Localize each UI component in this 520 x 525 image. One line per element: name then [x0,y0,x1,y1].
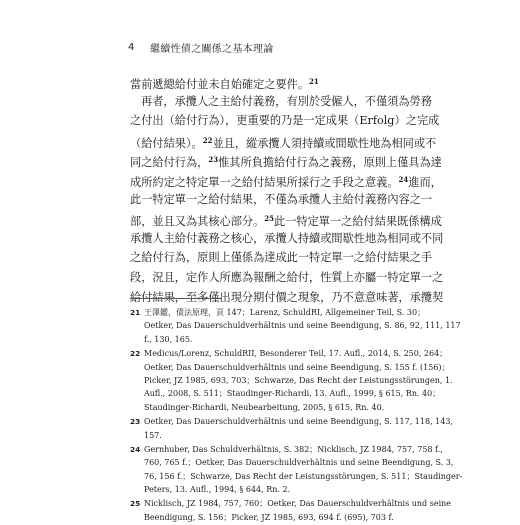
body-line [130,92,432,112]
footnote-line: 76, 156 f.；Schwarze, Das Recht der Leistungsstörungen, S. 511；Staudinger- [144,471,463,481]
body-line [130,268,444,288]
footnote-line: Oetker, Das Dauerschuldverhältnis und seine Beendigung, S. 155 f. (156)； [144,362,450,372]
footnote-line: Beendigung, S. 156；Picker, JZ 1985, 693, 694 f. (695), 703 f. [144,512,394,522]
footnote-line: 157. [144,430,162,440]
body-line-text: 給付結果，至多僅出現分期付價之現象，乃不意意味著，承攬契 [130,290,444,304]
footnote-line: Staudinger-Richardi, Neubearbeitung, 2005, § 615, Rn. 40. [144,402,385,412]
footnote-line: Picker, JZ 1985, 693, 703；Schwarze, Das Recht der Leistungsstörungen, 1. [144,375,453,385]
footnotes [130,306,463,525]
footnote-number: 25 [130,499,141,509]
footnote-line: Medicus/Lorenz, SchuldRII, Besonderer Teil, 17. Aufl., 2014, S. 250, 264； [144,349,448,359]
footnote-item [130,497,452,524]
body-line-text: 之付出（給付行為），更重要的乃是一定成果（Erfolg）之完成 [130,114,440,128]
footnote-item [130,443,463,497]
body-line [130,170,442,190]
footnote-text [144,497,451,524]
body-line [130,248,433,268]
running-header [128,38,428,56]
footnote-item [130,415,453,442]
body-line [130,111,440,131]
footnote-ref[interactable]: 23 [208,155,219,165]
footnote-text [144,415,453,442]
body-line-text: 部，並且又為其核心部分。 [130,215,265,229]
main-text [130,72,444,307]
footnote-number: 21 [130,308,141,317]
body-line-tail: 此一特定單一之給付結果既係構成 [274,215,442,229]
body-line-text: 段，況且，定作人所應為報酬之給付，性質上亦屬一特定單一之 [130,270,444,284]
footnote-number: 22 [130,349,141,359]
footnote-line: f., 130, 165. [144,334,193,344]
footnote-line: 760, 765 f.；Oetker, Das Dauerschuldverhältnis und seine Beendigung, S. 3, [144,458,454,468]
body-line [130,190,433,210]
body-line-text: 此一特定單一之給付結果，不僅為承攬人主給付義務內容之一 [130,192,433,206]
body-line-text: 承攬人主給付義務之核心，承攬人持續或間歇性地為相同或不同 [130,231,444,245]
footnote-item [130,347,453,414]
footnote-number: 23 [130,417,141,427]
body-line [130,72,392,92]
footnote-ref[interactable]: 21 [309,77,319,86]
body-line-text: 之給付行為，原則上僅係為達成此一特定單一之給付結果之手 [130,251,433,265]
body-line-tail: 惟其所負擔給付行為之義務，原則上僅具為達 [218,156,442,170]
body-line-text: 當前遞總給付並未自始確定之要件。 [130,78,310,91]
body-line-text: 再者，承攬人之主給付義務，有別於受僱人，不僅須為勞務 [141,94,432,108]
footnote-ref[interactable]: 25 [264,214,275,224]
body-line [130,209,442,229]
footnote-line: Oetker, Das Dauerschuldverhältnis und seine Beendigung, S. 86, 92, 111, 117 [144,321,461,331]
page-number: 4 [128,41,135,53]
footnote-line: Aufl., 2008, S. 511；Staudinger-Richardi, 13. Aufl., 1999, § 615, Rn. 40； [144,389,441,399]
body-line-text: （給付結果）。 [130,136,203,150]
footnote-number: 24 [130,444,141,454]
footnote-line: Nicklisch, JZ 1984, 757, 760；Oetker, Das Dauerschuldverhältnis und seine [144,499,452,509]
body-line-tail: 並且，縱承攬人須持續或間歇性地為相同或不 [212,136,437,150]
footnote-divider [130,298,222,299]
footnote-text [144,347,453,414]
body-line-tail: 進而， [408,175,442,189]
footnote-text [144,443,462,497]
running-title: 繼續性債之關係之基本理論 [150,43,274,55]
footnote-line: Peters, 13. Aufl., 1994, § 644, Rn. 2. [144,485,291,495]
body-line [130,150,442,170]
footnote-ref[interactable]: 24 [398,174,409,184]
footnote-line: 王澤鑑，債法原理，頁 147；Larenz, SchuldRI, Allgemeiner Teil, S. 30； [144,308,426,317]
footnote-text [144,306,461,346]
body-line [130,229,444,249]
footnote-ref[interactable]: 22 [202,135,213,145]
body-line-text: 成所約定之特定單一之給付結果所採行之手段之意義。 [130,175,399,189]
footnote-item [130,306,461,346]
body-line-text: 同之給付行為， [130,156,209,170]
footnote-line: Gernhuber, Das Schuldverhältnis, S. 382；Nicklisch, JZ 1984, 757, 758 f., [144,444,443,454]
footnote-line: Oetker, Das Dauerschuldverhältnis und seine Beendigung, S. 117, 118, 143, [144,417,453,427]
body-line [130,131,437,151]
